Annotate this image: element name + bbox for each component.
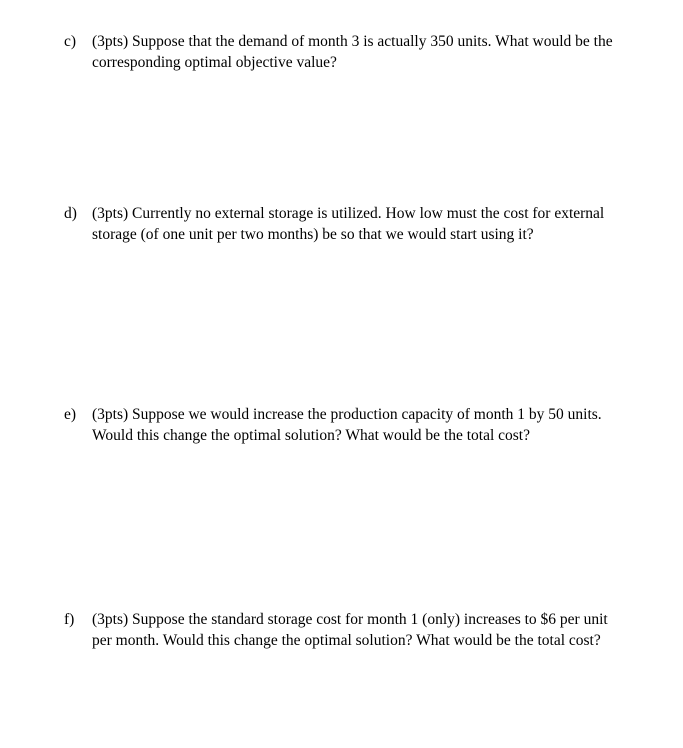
question-e-text bbox=[92, 404, 664, 446]
question-c-text bbox=[92, 31, 664, 73]
question-d-line-2: storage (of one unit per two months) be so that we would start using it? bbox=[92, 226, 534, 243]
question-f-letter: f) bbox=[64, 611, 75, 628]
question-e bbox=[64, 404, 664, 446]
question-e-line-2: Would this change the optimal solution? What would be the total cost? bbox=[92, 427, 530, 444]
question-d-text bbox=[92, 203, 664, 245]
question-e-letter: e) bbox=[64, 406, 77, 423]
question-f-line-2: per month. Would this change the optimal solution? What would be the total cost? bbox=[92, 632, 601, 649]
question-c bbox=[64, 31, 664, 73]
question-c-line-1: (3pts) Suppose that the demand of month 3 is actually 350 units. What would be the bbox=[92, 33, 613, 50]
question-c-line-2: corresponding optimal objective value? bbox=[92, 54, 337, 71]
question-f-line-1: (3pts) Suppose the standard storage cost for month 1 (only) increases to $6 per unit bbox=[92, 611, 608, 628]
question-f bbox=[64, 609, 664, 651]
question-d-line-1: (3pts) Currently no external storage is utilized. How low must the cost for external bbox=[92, 205, 605, 222]
question-c-letter: c) bbox=[64, 33, 77, 50]
question-f-text bbox=[92, 609, 664, 651]
question-d-letter: d) bbox=[64, 205, 77, 222]
question-e-line-1: (3pts) Suppose we would increase the production capacity of month 1 by 50 units. bbox=[92, 406, 602, 423]
question-d bbox=[64, 203, 664, 245]
